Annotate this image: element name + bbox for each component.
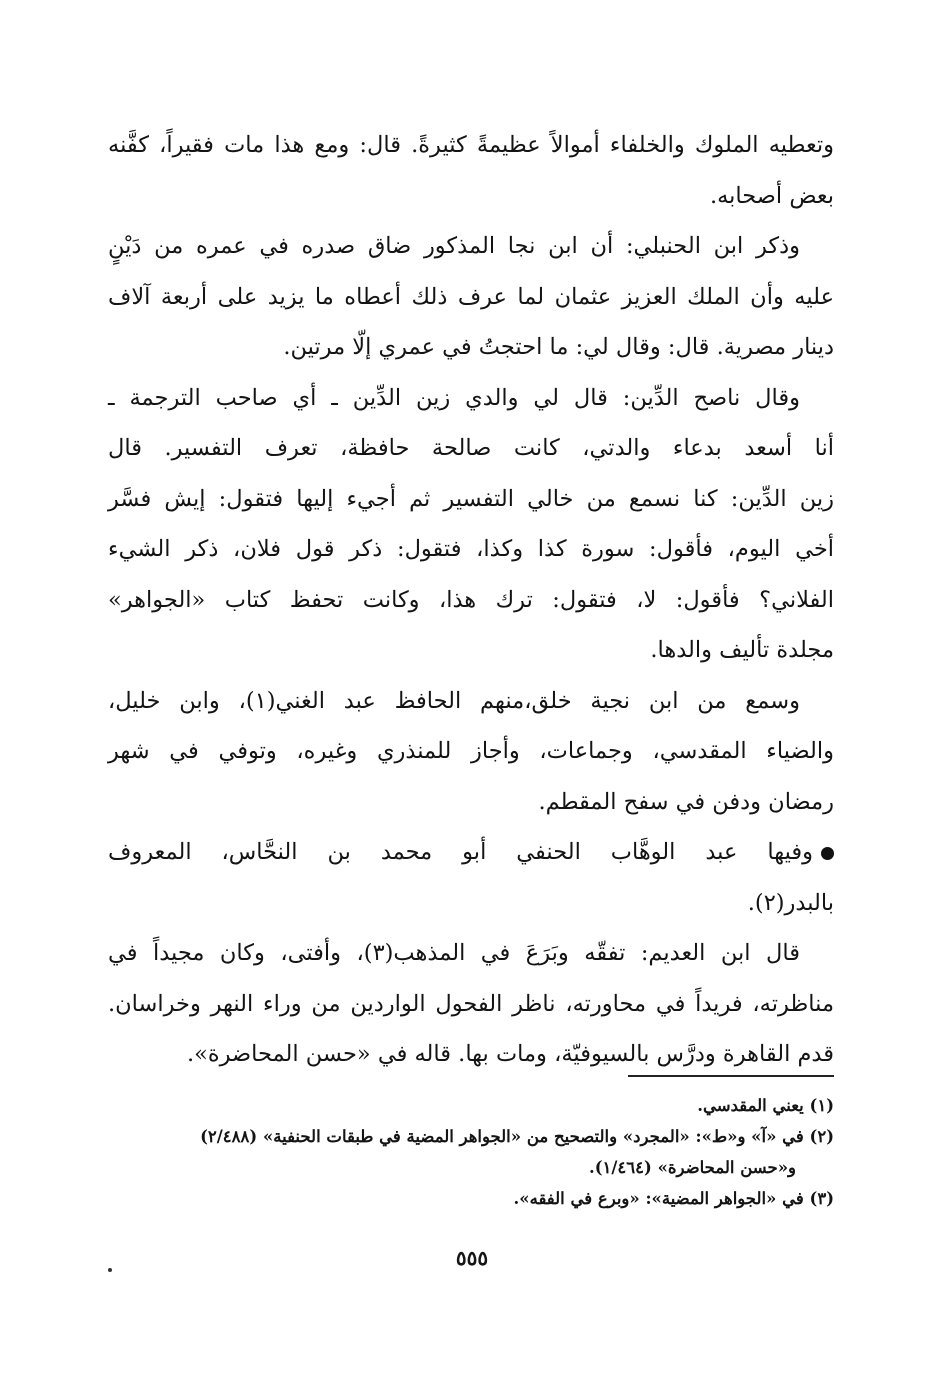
- text-line: رمضان ودفن في سفح المقطم.: [538, 788, 834, 815]
- text-line: أخي اليوم، فأقول: سورة كذا وكذا، فتقول: ذكر قول فلان، ذكر الشيء: [108, 536, 834, 562]
- text-line: الفلاني؟ فأقول: لا، فتقول: ترك هذا، وكانت تحفظ كتاب «الجواهر»: [108, 586, 834, 613]
- text-line: وقال ناصح الدِّين: قال لي والدي زين الدِّين ـ أي صاحب الترجمة ـ: [108, 384, 800, 411]
- page-number: ٥٥٥: [455, 1246, 489, 1270]
- text-line: عليه وأن الملك العزيز عثمان لما عرف ذلك أعطاه ما يزيد على أربعة آلاف: [108, 283, 834, 310]
- text-line: والضياء المقدسي، وجماعات، وأجاز للمنذري وغيره، وتوفي في شهر: [108, 738, 834, 764]
- text-line: وتعطيه الملوك والخلفاء أموالاً عظيمةً كثيرةً. قال: ومع هذا مات فقيراً، كفَّنه: [108, 132, 834, 158]
- footnote-line: (٢) في «آ» و«ط»: «المجرد» والتصحيح من «الجواهر المضية في طبقات الحنفية» (٢/٤٨٨): [200, 1127, 834, 1146]
- text-line: مناظرته، فريداً في محاورته، ناظر الفحول الواردين من وراء النهر وخراسان.: [108, 990, 834, 1017]
- footnotes: [108, 1090, 834, 1214]
- bullet-line: [108, 827, 834, 878]
- footnote-line: (٣) في «الجواهر المضية»: «وبرع في الفقه».: [513, 1189, 834, 1208]
- text-line: قدم القاهرة ودرَّس بالسيوفيّة، ومات بها. قاله في «حسن المحاضرة».: [186, 1041, 834, 1067]
- footnote-line: و«حسن المحاضرة» (١/٤٦٤).: [588, 1158, 796, 1177]
- text-line: وذكر ابن الحنبلي: أن ابن نجا المذكور ضاق صدره في عمره من دَيْنٍ: [108, 233, 800, 259]
- bullet-icon: [821, 847, 834, 860]
- text-line: بعض أصحابه.: [709, 182, 834, 209]
- text-line: وسمع من ابن نجية خلق،منهم الحافظ عبد الغني(١)، وابن خليل،: [108, 687, 800, 714]
- scan-speck: [108, 1268, 112, 1272]
- bullet-line-text: وفيها عبد الوهَّاب الحنفي أبو محمد بن النحَّاس، المعروف: [108, 839, 813, 865]
- main-text: [108, 120, 834, 1080]
- text-line: بالبدر(٢).: [747, 889, 834, 916]
- text-line: قال ابن العديم: تفقّه وبَرَعَ في المذهب(٣)، وأفتى، وكان مجيداً في: [108, 940, 800, 966]
- text-line: زين الدِّين: كنا نسمع من خالي التفسير ثم أجيء إليها فتقول: إيش فسَّر: [108, 485, 834, 512]
- footnote-separator: [628, 1075, 834, 1077]
- text-line: أنا أسعد بدعاء والدتي، كانت صالحة حافظة، تعرف التفسير. قال: [108, 435, 834, 461]
- text-line: دينار مصرية. قال: وقال لي: ما احتجتُ في عمري إلّا مرتين.: [283, 334, 834, 360]
- footnote-line: (١) يعني المقدسي.: [697, 1096, 834, 1115]
- text-line: مجلدة تأليف والدها.: [650, 637, 834, 663]
